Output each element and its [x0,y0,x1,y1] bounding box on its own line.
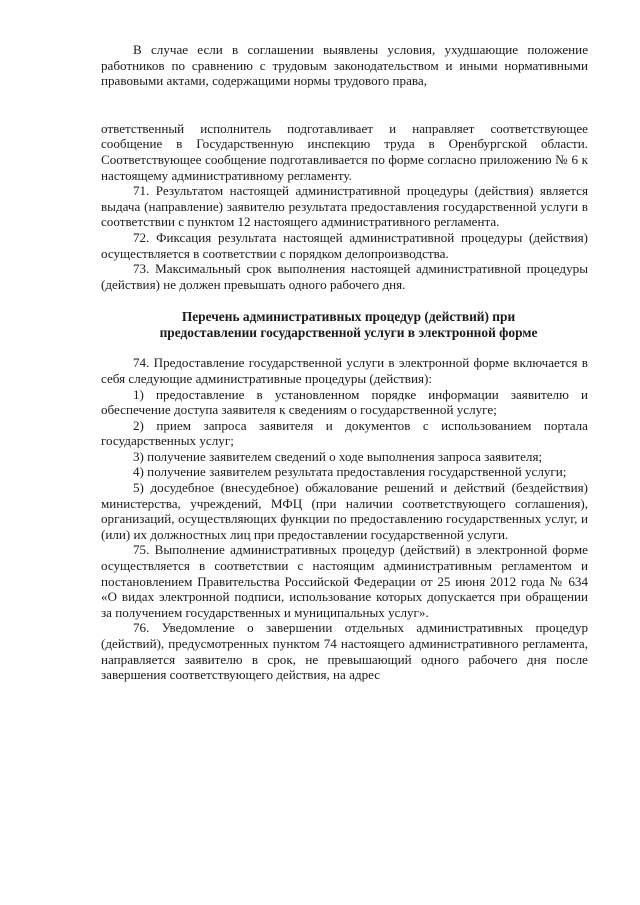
item-74-1: 1) предоставление в установленном порядке информации заявителю и обеспечение доступа заявителя к сведениям о государственной услуге; [101,386,588,418]
item-74-2: 2) прием запроса заявителя и документов с использованием портала государственных услуг; [101,417,588,449]
section-gap [101,341,588,355]
item-74-5: 5) досудебное (внесудебное) обжалование решений и действий (бездействия) министерства, учреждений, МФЦ (при наличии соответствующего соглашения), организаций, осуществляющих функции по предоставлению государственных услуг, и (или) их должностных лиц при предоставлении государственной услуги. [101,480,588,542]
section-heading-line1: Перечень административных процедур (действий) при [181,309,516,325]
item-71: 71. Результатом настоящей административной процедуры (действия) является выдача (направление) заявителю результата предоставления государственной услуги в соответствии с пунктом 12 настоящего административного регламента. [101,183,588,230]
item-74-3: 3) получение заявителем сведений о ходе выполнения запроса заявителя; [133,448,543,464]
section-gap [101,292,588,309]
section-heading-line2: предоставлении государственной услуги в электронной форме [159,325,538,341]
page-gap [101,89,588,121]
intro-paragraph: В случае если в соглашении выявлены условия, ухудшающие положение работников по сравнению с трудовым законодательством и иными нормативными правовыми актами, содержащими нормы трудового права, [101,42,588,89]
item-75: 75. Выполнение административных процедур (действий) в электронной форме осуществляется в соответствии с настоящим административным регламентом и постановлением Правительства Российской Федерации от 25 июня 2012 года № 634 «О видах электронной подписи, использование которых допускается при обращении за получением государственных и муниципальных услуг». [101,542,588,620]
item-72: 72. Фиксация результата настоящей административной процедуры (действия) осуществляется в соответствии с порядком делопроизводства. [101,229,588,261]
item-73: 73. Максимальный срок выполнения настоящей административной процедуры (действия) не должен превышать одного рабочего дня. [101,261,588,292]
continuation-paragraph: ответственный исполнитель подготавливает и направляет соответствующее сообщение в Государственную инспекцию труда в Оренбургской области. Соответствующее сообщение подготавливается по форме согласно приложению № 6 к настоящему административному регламенту. [101,120,588,183]
item-74-4: 4) получение заявителем результата предоставления государственной услуги; [133,464,567,480]
item-74: 74. Предоставление государственной услуги в электронной форме включается в себя следующие административные процедуры (действия): [101,355,588,386]
section-heading [101,309,588,341]
item-76: 76. Уведомление о завершении отдельных административных процедур (действий), предусмотренных пунктом 74 настоящего административного регламента, направляется заявителю в срок, не превышающий одного рабочего дня после завершения соответствующего действия, на адрес [101,620,588,683]
